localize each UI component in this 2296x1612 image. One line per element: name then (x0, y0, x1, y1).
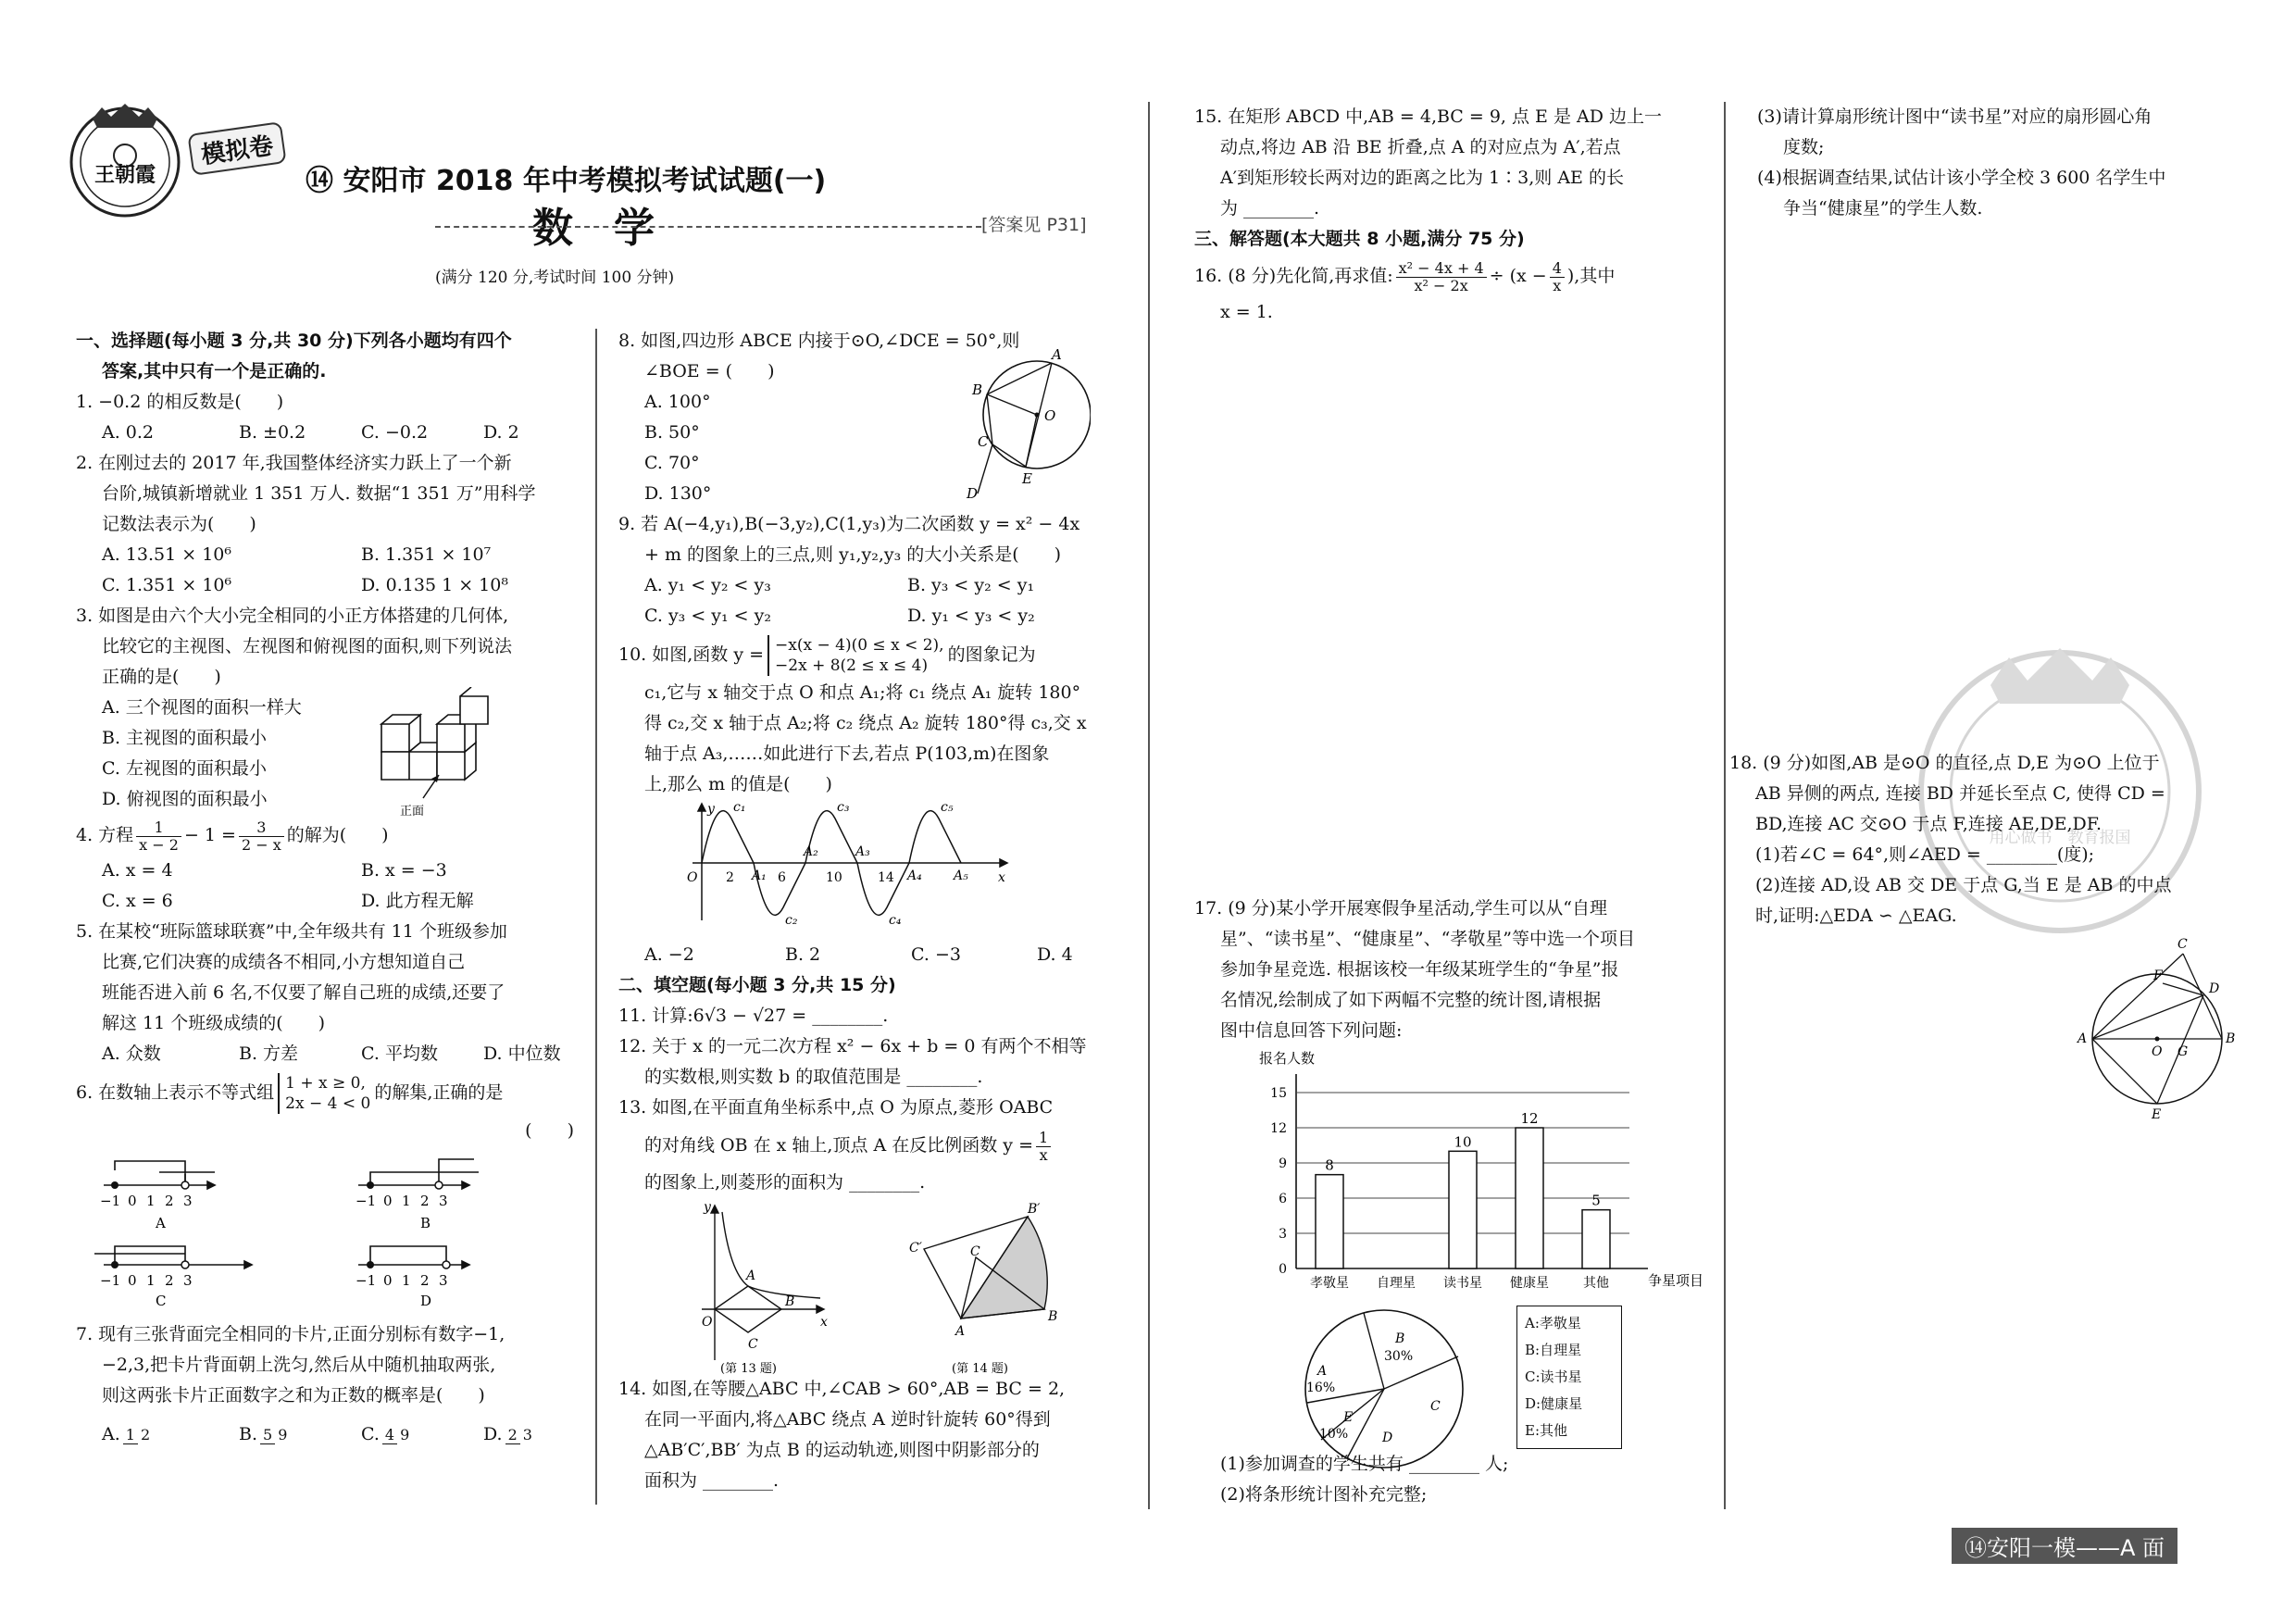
question-3: 3. 如图是由六个大小完全相同的小正方体搭建的几何体, (76, 606, 509, 626)
svg-text:B: B (785, 1294, 795, 1309)
svg-text:O: O (2152, 1044, 2163, 1059)
chart-y-tick: 15 (1270, 1086, 1287, 1101)
svg-text:c₂: c₂ (785, 913, 798, 928)
svg-text:D: D (2209, 981, 2220, 996)
question-18-block: 18. (9 分)如图,AB 是⊙O 的直径,点 D,E 为⊙O 上位于 AB 异侧的两点, 连接 BD 并延长至点 C, 使得 CD = BD,连接 AC 交⊙O 于点 F,连接 AE,DE,DF. (1)若∠C = 64°,则∠AED = ________(度); (2)连接 AD,设 AB 交 DE 于点 G,当 E 是 AB 的中点 时,证明:△EDA ∽ △EAG. (1729, 748, 2257, 931)
svg-text:A: A (955, 1324, 966, 1339)
svg-text:D: D (967, 485, 979, 502)
chart-ylabel: 报名人数 (1259, 1050, 1316, 1067)
wave-figure-q10 (674, 800, 1192, 930)
svg-text:A: A (746, 1268, 756, 1283)
logo (65, 102, 185, 222)
svg-text:A₄: A₄ (907, 868, 922, 883)
rhombus-figure-q13 (693, 1198, 831, 1374)
chart-y-tick: 3 (1279, 1227, 1287, 1242)
svg-text:2: 2 (726, 870, 734, 885)
divider-1 (595, 329, 597, 1505)
question-10: 10. 如图,函数 y = −x(x − 4)(0 ≤ x < 2), −2x + 8(2 ≤ x ≤ 4) 的图象记为 (618, 636, 1036, 675)
svg-text:14: 14 (878, 870, 894, 885)
svg-text:y: y (707, 802, 715, 817)
header-rule (435, 226, 981, 228)
svg-text:c₄: c₄ (889, 913, 902, 928)
pie-legend: A:孝敬星 B:自理星 C:读书星 D:健康星 E:其他 (1516, 1306, 1622, 1449)
chart-data-label: 5 (1591, 1192, 1601, 1209)
svg-text:正面: 正面 (400, 805, 425, 817)
chart-x-tick: 其他 (1583, 1276, 1609, 1291)
q10-options: A. −2 B. 2 C. −3 D. 4 (644, 944, 1073, 965)
chart-x-tick: 自理星 (1377, 1276, 1416, 1291)
svg-text:O: O (702, 1315, 713, 1330)
svg-text:6: 6 (778, 870, 786, 885)
question-18: 18. (9 分)如图,AB 是⊙O 的直径,点 D,E 为⊙O 上位于 (1729, 753, 2160, 773)
rotation-figure-q14 (905, 1198, 1072, 1374)
svg-text:2: 2 (420, 1272, 430, 1289)
svg-text:C′: C′ (909, 1241, 922, 1256)
chart-data-label: 8 (1325, 1156, 1334, 1174)
q2-options: A. 13.51 × 10⁶ B. 1.351 × 10⁷ C. 1.351 × 10⁶ D. 0.135 1 × 10⁸ (102, 544, 508, 595)
question-11: 11. 计算:6√3 − √27 = ________. (618, 1006, 889, 1026)
svg-text:B: B (2226, 1031, 2236, 1046)
svg-text:2: 2 (420, 1193, 430, 1209)
chart-xlabel: 争星项目 (1648, 1272, 1704, 1289)
chart-data-label: 12 (1520, 1110, 1539, 1127)
subject: 数 学 (532, 205, 655, 252)
watermark-seal: 用心做书 教育报国 (1907, 639, 2213, 944)
svg-text:3: 3 (183, 1193, 193, 1209)
question-12: 12. 关于 x 的一元二次方程 x² − 6x + b = 0 有两个不相等 (618, 1036, 1087, 1056)
question-5: 5. 在某校“班际篮球联赛”中,全年级共有 11 个班级参加 (76, 921, 507, 942)
svg-text:A: A (1317, 1364, 1328, 1379)
svg-text:(第 13 题): (第 13 题) (720, 1362, 777, 1374)
question-15: 15. 在矩形 ABCD 中,AB = 4,BC = 9, 点 E 是 AD 边上一 (1194, 106, 1662, 127)
svg-text:3: 3 (183, 1272, 193, 1289)
svg-text:A: A (156, 1215, 166, 1231)
badge-number: ⑭ (306, 165, 333, 197)
chart-x-tick: 读书星 (1443, 1276, 1482, 1291)
question-4: 4. 方程 $\frac{1}{x - 2}$ − 1 = $\frac{3}{2 - x}$ 的解为( ) (76, 818, 389, 854)
chart-y-tick: 12 (1270, 1121, 1287, 1136)
svg-text:30%: 30% (1384, 1349, 1414, 1364)
chart-bar (1449, 1151, 1477, 1268)
svg-text:O: O (687, 870, 698, 885)
q9-options: A. y₁ < y₂ < y₃ B. y₃ < y₂ < y₁ C. y₃ < y₁ < y₂ D. y₁ < y₃ < y₂ (644, 575, 1035, 626)
svg-text:F: F (2153, 968, 2163, 983)
q7-options: A. 1 2 B. 5 9 C. 4 9 D. 2 3 (102, 1424, 532, 1444)
chart-x-tick: 健康星 (1510, 1276, 1549, 1291)
svg-text:B: B (1395, 1331, 1405, 1346)
chart-bar (1516, 1128, 1543, 1268)
svg-text:1: 1 (146, 1272, 156, 1289)
svg-text:−1: −1 (100, 1193, 121, 1209)
left-column: 一、选择题(每小题 3 分,共 30 分)下列各小题均有四个 答案,其中只有一个是正确的. 1. −0.2 的相反数是( ) A. 0.2 B. ±0.2 C. −0.2 D. 2 2. 在刚过去的 2017 年,我国整体经济实力跃上了一个新 台阶,城镇新增就业 1 351 万人. 数据“1 351 万”用科学 记数法表示为( ) A. 13.51 × 10⁶ B. 1.351 × 10⁷ C. 1.351 × 10⁶ D. 0.135 1 × 10⁸ 3. 如图是由六个大小完全相同的小正方体搭建的几何体, 比较它的主视图、左视图和俯视图的面积,则下列说法 正确的是( ) A. 三个视图的面积一样大 B. 主视图的面积最小 C. 左视图的面积最小 D. 俯视图的面积最小 正面 4. 方程 $\frac{1}{x - 2}$ − 1 = $\frac{3}{2 - x}$ 的解为( ) A. x = 4 B. x = −3 C. x = 6 D. 此方程无解 5. 在某校“班际篮球联赛”中,全年级共有 11 个班级参加 比赛,它们决赛的成绩各不相同,小方想知道自己 班能否进入前 6 名,不仅要了解自己班的成绩,还要了 解这 11 个班级成绩的( ) A. 众数 B. 方差 C. 平均数 D. 中位数 6. 在数轴上表示不等式组 1 + x ≥ 0, 2x − 4 < 0 的解集,正确的是 ( ) −1 0 1 2 3 A −1 0 1 2 3 B −1 0 1 2 3 C −1 0 1 2 3 D 7. 现有三张背面完全相同的卡片,正面分别标有数字−1, −2,3,把卡片背面朝上洗匀,然后从中随机抽取两张, 则这两张卡片正面数字之和为正数的概率是( ) A. 1 2 B. 5 9 C. 4 9 D. 2 3 (76, 326, 583, 1457)
svg-text:1: 1 (146, 1193, 156, 1209)
svg-text:A₁: A₁ (752, 868, 767, 883)
number-line-figure (76, 1146, 583, 1309)
svg-text:G: G (2177, 1044, 2189, 1059)
question-1: 1. −0.2 的相反数是( ) (76, 392, 284, 412)
question-8: 8. 如图,四边形 ABCE 内接于⊙O,∠DCE = 50°,则 (618, 331, 1020, 351)
question-17-parts: (1)参加调查的学生共有 ________ 人; (2)将条形统计图补充完整; (1220, 1454, 1509, 1505)
svg-text:C: C (978, 433, 989, 450)
svg-text:0: 0 (383, 1193, 393, 1209)
svg-text:C: C (1430, 1399, 1441, 1414)
svg-text:c₃: c₃ (837, 800, 850, 815)
svg-text:A: A (2078, 1031, 2088, 1046)
svg-text:C: C (970, 1244, 980, 1259)
page-title: ⑭ 安阳市 2018 年中考模拟考试试题(一) (306, 165, 827, 197)
q4-options: A. x = 4 B. x = −3 C. x = 6 D. 此方程无解 (102, 860, 474, 911)
svg-text:D: D (420, 1293, 432, 1309)
svg-text:D: D (1382, 1431, 1393, 1445)
middle-column: 8. 如图,四边形 ABCE 内接于⊙O,∠DCE = 50°,则 ∠BOE = ( ) A. 100° B. 50° C. 70° D. 130° A B C D E O 9. 若 A(−4,y₁),B(−3,y₂),C(1,y₃)为二次函数 y = x² − 4x + m 的图象上的三点,则 y₁,y₂,y₃ 的大小关系是( ) A. y₁ < y₂ < y₃ B. y₃ < y₂ < y₁ C. y₃ < y₁ < y₂ D. y₁ < y₃ < y₂ 10. 如图,函数 y = −x(x − 4)(0 ≤ x < 2), −2x + 8(2 ≤ x ≤ 4) 的图象记为 c₁,它与 x 轴交于点 O 和点 A₁;将 c₁ 绕点 A₁ 旋转 180° 得 c₂,交 x 轴于点 A₂;将 c₂ 绕点 A₂ 旋转 180°得 c₃,交 x 轴于点 A₃,……如此进行下去,若点 P(103,m)在图象 上,那么 m 的值是( ) y x O 2 6 10 14 A₁ A₂ A₃ A₄ A₅ c₁ c₂ c₃ c₄ c₅ A. −2 B. 2 C. −3 D. 4 二、填空题(每小题 3 分,共 15 分) 11. 计算:6√3 − √27 = ________. 12. 关于 x 的一元二次方程 x² − 6x + b = 0 有两个不相等 的实数根,则实数 b 的取值范围是 ________. 13. 如图,在平面直角坐标系中,点 O 为原点,菱形 OABC 的对角线 OB 在 x 轴上,顶点 A 在反比例函数 y = $\frac{1}{x}$ 的图象上,则菱形的面积为 ________. y x O A B C (第 13 题) A B C B′ C′ (第 14 题) 14. 如图,在等腰△ABC 中,∠CAB > 60°,AB = BC = 2, 在同一平面内,将△ABC 绕点 A 逆时针旋转 60°得到 △AB′C′,BB′ 为点 B 的运动轨迹,则图中阴影部分的 面积为 ________. (618, 326, 1137, 1496)
chart-bar (1316, 1175, 1343, 1268)
svg-text:x: x (820, 1315, 828, 1330)
q1-options: A. 0.2 B. ±0.2 C. −0.2 D. 2 (102, 422, 519, 443)
svg-text:0: 0 (128, 1272, 137, 1289)
question-7: 7. 现有三张背面完全相同的卡片,正面分别标有数字−1, (76, 1324, 505, 1344)
svg-text:E: E (1343, 1410, 1354, 1425)
right-column-1: 15. 在矩形 ABCD 中,AB = 4,BC = 9, 点 E 是 AD 边上一 动点,将边 AB 沿 BE 折叠,点 A 的对应点为 A′,若点 A′到矩形较长两对边的距离之比为 1∶3,则 AE 的长 为 ________. 三、解答题(本大题共 8 小题,满分 75 分) 16. (8 分)先化简,再求值: $\frac{\text{x² − 4x + 4}}{\text{x² − 2x}}$ ÷ (x − $\frac{4}{x}$ ),其中 x = 1. (1194, 102, 1713, 328)
svg-text:x: x (998, 870, 1005, 885)
question-16: 16. (8 分)先化简,再求值: $\frac{\text{x² − 4x + 4}}{\text{x² − 2x}}$ ÷ (x − $\frac{4}{x}$ ),其中 (1194, 258, 1616, 294)
svg-text:A₅: A₅ (954, 868, 968, 883)
question-6: 6. 在数轴上表示不等式组 1 + x ≥ 0, 2x − 4 < 0 的解集,正确的是 (76, 1074, 504, 1113)
svg-text:1: 1 (402, 1272, 411, 1289)
svg-text:c₅: c₅ (941, 800, 954, 815)
circle-figure-q8 (952, 341, 1091, 507)
svg-text:B: B (420, 1215, 431, 1231)
svg-text:−1: −1 (100, 1272, 121, 1289)
svg-text:y: y (704, 1200, 711, 1215)
chart-y-tick: 9 (1279, 1156, 1287, 1171)
svg-text:c₁: c₁ (733, 800, 746, 815)
svg-text:C: C (156, 1293, 167, 1309)
divider-3 (1724, 102, 1726, 1509)
svg-text:−1: −1 (356, 1193, 377, 1209)
svg-text:E: E (2152, 1107, 2162, 1120)
answer-ref: [答案见 P31] (981, 215, 1087, 235)
svg-text:0: 0 (128, 1193, 137, 1209)
svg-text:3: 3 (439, 1193, 448, 1209)
logo-text: 王朝霞 (94, 163, 156, 187)
svg-text:E: E (1022, 470, 1032, 487)
cube-figure (372, 687, 511, 817)
svg-text:O: O (1044, 407, 1056, 424)
chart-y-tick: 6 (1279, 1192, 1287, 1206)
q5-options: A. 众数 B. 方差 C. 平均数 D. 中位数 (102, 1043, 561, 1064)
page-footer: ⑭安阳一模——A 面 (1952, 1528, 2177, 1564)
svg-text:10: 10 (826, 870, 842, 885)
question-13: 13. 如图,在平面直角坐标系中,点 O 为原点,菱形 OABC (618, 1097, 1054, 1118)
svg-text:C: C (2177, 937, 2188, 952)
question-9: 9. 若 A(−4,y₁),B(−3,y₂),C(1,y₃)为二次函数 y = x² − 4x (618, 514, 1080, 534)
chart-bar (1582, 1210, 1610, 1268)
svg-text:A: A (1052, 346, 1062, 363)
svg-text:−1: −1 (356, 1272, 377, 1289)
exam-info: (满分 120 分,考试时间 100 分钟) (435, 269, 675, 287)
svg-text:A₃: A₃ (855, 844, 870, 859)
mock-tag: 模拟卷 (187, 121, 286, 176)
chart-y-tick: 0 (1279, 1262, 1287, 1277)
svg-text:3: 3 (439, 1272, 448, 1289)
chart-x-tick: 孝敬星 (1310, 1276, 1349, 1291)
circle-figure-q18 (2074, 935, 2240, 1120)
svg-text:2: 2 (165, 1193, 174, 1209)
svg-text:A₂: A₂ (804, 844, 818, 859)
svg-text:10%: 10% (1319, 1427, 1349, 1442)
svg-text:16%: 16% (1306, 1381, 1336, 1395)
svg-text:B: B (972, 381, 983, 398)
svg-text:2: 2 (165, 1272, 174, 1289)
svg-text:B′: B′ (1028, 1202, 1041, 1217)
svg-text:1: 1 (402, 1193, 411, 1209)
question-17: 17. (9 分)某小学开展寒假争星活动,学生可以从“自理 (1194, 898, 1607, 918)
svg-text:0: 0 (383, 1272, 393, 1289)
question-2: 2. 在刚过去的 2017 年,我国整体经济实力跃上了一个新 (76, 453, 512, 473)
bar-chart (1241, 1046, 1722, 1306)
svg-text:(第 14 题): (第 14 题) (952, 1362, 1008, 1374)
chart-data-label: 10 (1454, 1133, 1472, 1151)
svg-text:B: B (1048, 1309, 1058, 1324)
question-14: 14. 如图,在等腰△ABC 中,∠CAB > 60°,AB = BC = 2, (618, 1379, 1066, 1399)
right-column-2: (3)请计算扇形统计图中“读书星”对应的扇形圆心角 度数; (4)根据调查结果,试估计该小学全校 3 600 名学生中 争当“健康星”的学生人数. (1757, 106, 2166, 219)
svg-text:C: C (748, 1337, 758, 1352)
question-17-block: 17. (9 分)某小学开展寒假争星活动,学生可以从“自理 星”、“读书星”、“健康星”、“孝敬星”等中选一个项目 参加争星竞选. 根据该校一年级某班学生的“争星”报 名情况,绘制成了如下两幅不完整的统计图,请根据 图中信息回答下列问题: (1194, 893, 1713, 1046)
